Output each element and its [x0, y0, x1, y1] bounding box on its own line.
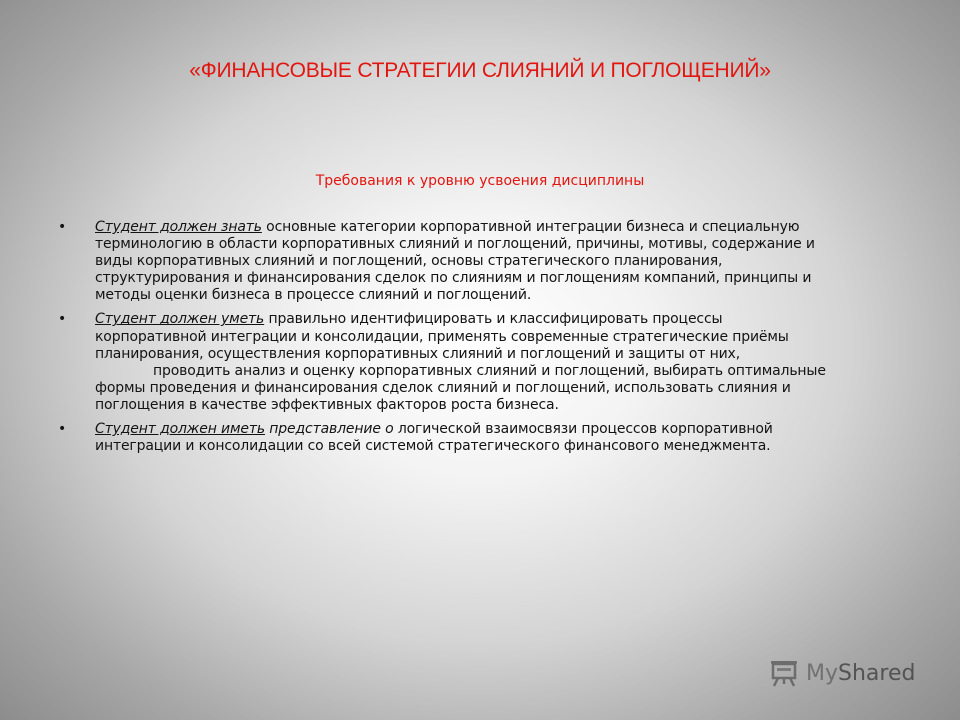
bullet-text-line: поглощения в качестве эффективных факторов роста бизнеса.: [95, 396, 559, 413]
requirements-list: [58, 219, 903, 462]
bullet-text-line: планирования, осуществления корпоративных слияний и поглощений и защиты от них,: [95, 345, 740, 362]
bullet-icon: •: [58, 311, 67, 328]
watermark-text: MyShared: [806, 660, 916, 686]
bullet-icon: •: [58, 219, 67, 235]
bullet-text-line: правильно идентифицировать и классифицировать процессы: [264, 311, 723, 328]
bullet-icon: •: [58, 421, 67, 438]
bullet-lead: Студент должен знать: [95, 219, 262, 235]
slide-title: «ФИНАНСОВЫЕ СТРАТЕГИИ СЛИЯНИЙ И ПОГЛОЩЕНИЙ»: [189, 59, 771, 82]
bullet-text-line: логической взаимосвязи процессов корпоративной: [393, 421, 773, 438]
bullet-lead: Студент должен уметь: [95, 311, 265, 328]
list-item-have: [58, 421, 903, 455]
bullet-text-line: структурирования и финансирования сделок по слияниям и поглощениям компаний, принципы и: [95, 270, 812, 287]
list-item-able: [58, 311, 903, 414]
list-item-know: [58, 219, 903, 304]
bullet-text-line: интеграции и консолидации со всей системой стратегического финансового менеджмента.: [95, 438, 771, 455]
bullet-text-line: корпоративной интеграции и консолидации, применять современные стратегические приёмы: [95, 328, 789, 345]
bullet-text-line: методы оценки бизнеса в процессе слияний и поглощений.: [95, 287, 532, 304]
bullet-text-line: виды корпоративных слияний и поглощений, основы стратегического планирования,: [95, 253, 723, 270]
slide-subtitle: Требования к уровню усвоения дисциплины: [315, 173, 645, 189]
bullet-text-line: проводить анализ и оценку корпоративных слияний и поглощений, выбирать оптимальные: [153, 362, 826, 379]
bullet-text-line: формы проведения и финансирования сделок слияний и поглощений, использовать слияния и: [95, 379, 791, 396]
myshared-watermark: [768, 658, 915, 688]
bullet-lead-tail: представление о: [269, 421, 394, 438]
bullet-text-line: терминологию в области корпоративных слияний и поглощений, причины, мотивы, содержание и: [95, 236, 815, 253]
presentation-board-icon: [768, 658, 800, 688]
bullet-text-line: основные категории корпоративной интеграции бизнеса и специальную: [261, 219, 800, 235]
bullet-lead: Студент должен иметь: [95, 421, 265, 438]
